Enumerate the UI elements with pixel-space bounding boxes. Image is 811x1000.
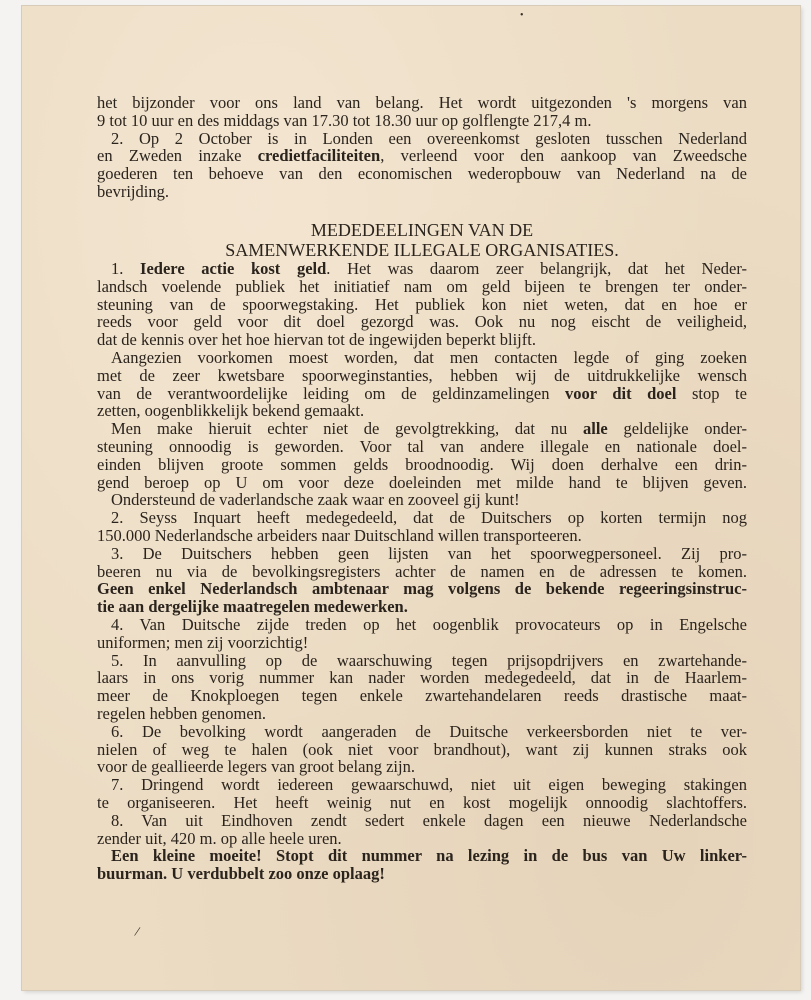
text-line: [97, 563, 747, 581]
text-run: , verleend voor den aankoop van Zweedsche: [380, 146, 747, 166]
text-run: reeds voor geld voor dit doel gezorgd was. Ook nu nog eischt de veiligheid,: [97, 312, 747, 332]
text-line: [97, 847, 747, 865]
text-line: [97, 509, 747, 527]
text-run: regelen hebben genomen.: [97, 703, 267, 723]
text-run: zetten, oogenblikkelijk bekend gemaakt.: [97, 401, 365, 421]
text-run: nielen of weg te halen (ook niet voor brandhout), want zij kunnen straks ook: [97, 739, 747, 759]
text-line: [97, 385, 747, 403]
text-run: 150.000 Nederlandsche arbeiders naar Duitschland willen transporteeren.: [97, 525, 582, 545]
text-run: 8. Van uit Eindhoven zendt sedert enkele dagen een nieuwe Nederlandsche: [111, 810, 747, 830]
text-line: [97, 634, 747, 652]
bold-text: credietfaciliteiten: [257, 146, 381, 166]
text-line: [97, 491, 747, 509]
text-line: [97, 438, 747, 456]
text-line: [97, 580, 747, 598]
text-run: landsch voelende publiek het initiatief nam om geld bijeen te brengen ter onder-: [97, 276, 747, 296]
speck: •: [520, 10, 524, 21]
text-run: en Zweden inzake: [97, 146, 258, 166]
text-line: [97, 402, 747, 420]
text-run: steuning onnoodig is geworden. Voor tal van andere illegale en nationale doel-: [97, 436, 747, 456]
text-line: [97, 331, 747, 349]
announcements-body: [97, 260, 747, 883]
text-run: te organiseeren. Het heeft weinig nut en kost mogelijk onnoodig slachtoffers.: [97, 792, 747, 812]
text-run: voor de geallieerde legers van groot belang zijn.: [97, 757, 415, 777]
text-run: uniformen; men zij voorzichtig!: [97, 632, 309, 652]
text-run: bevrijding.: [97, 181, 169, 201]
text-line: [97, 367, 747, 385]
text-run: 9 tot 10 uur en des middags van 17.30 tot 18.30 uur op golflengte 217,4 m.: [97, 110, 592, 130]
text-line: [97, 474, 747, 492]
intro-paragraph: [97, 94, 747, 201]
text-run: 7. Dringend wordt iedereen gewaarschuwd, niet uit eigen beweging stakingen: [111, 775, 747, 795]
text-line: [97, 794, 747, 812]
text-line: [97, 758, 747, 776]
text-line: [97, 130, 747, 148]
bold-text: voor dit doel: [565, 383, 677, 403]
text-line: [97, 705, 747, 723]
text-line: [97, 616, 747, 634]
text-run: dat de kennis over het hoe hiervan tot de ingewijden beperkt blijft.: [97, 330, 536, 350]
bold-text: buurman. U verdubbelt zoo onze oplaag!: [97, 864, 385, 884]
text-run: Ondersteund de vaderlandsche zaak waar en zooveel gij kunt!: [111, 490, 520, 510]
text-line: [97, 527, 747, 545]
text-run: Aangezien voorkomen moest worden, dat men contacten legde of ging zoeken: [111, 347, 747, 367]
text-line: [97, 296, 747, 314]
text-run: . Het was daarom zeer belangrijk, dat het Neder-: [326, 259, 747, 278]
text-run: stop te: [676, 383, 747, 403]
text-run: 1.: [111, 259, 141, 278]
text-run: 6. De bevolking wordt aangeraden de Duitsche verkeersborden niet te ver-: [111, 721, 747, 741]
bold-text: Een kleine moeite! Stopt dit nummer na lezing in de bus van Uw linker-: [111, 846, 747, 866]
text-run: laars in ons vorig nummer kan nader worden medegedeeld, dat in de Haarlem-: [97, 668, 747, 688]
text-line: [97, 260, 747, 278]
bold-text: Geen enkel Nederlandsch ambtenaar mag volgens de bekende regeeringsinstruc-: [97, 579, 747, 599]
text-line: [97, 669, 747, 687]
text-line: [97, 112, 747, 130]
text-line: [97, 830, 747, 848]
text-run: 3. De Duitschers hebben geen lijsten van het spoorwegpersoneel. Zij pro-: [111, 543, 747, 563]
bold-text: Iedere actie kost geld: [140, 259, 327, 278]
text-line: [97, 313, 747, 331]
bold-text: alle: [582, 419, 608, 439]
text-run: geldelijke onder-: [607, 419, 747, 439]
text-line: [97, 652, 747, 670]
text-run: einden blijven groote sommen gelds broodnoodig. Wij doen derhalve een drin-: [97, 454, 747, 474]
text-line: [97, 776, 747, 794]
text-line: [97, 865, 747, 883]
text-line: [97, 545, 747, 563]
text-run: gend beroep op U om voor deze doeleinden met milde hand te blijven geven.: [97, 472, 747, 492]
text-run: van de verantwoordelijke leiding om de geldinzamelingen: [97, 383, 566, 403]
heading-line-2: SAMENWERKENDE ILLEGALE ORGANISATIES.: [225, 240, 619, 260]
text-line: [97, 812, 747, 830]
text-line: [97, 598, 747, 616]
text-run: 4. Van Duitsche zijde treden op het oogenblik provocateurs op in Engelsche: [111, 614, 747, 634]
text-run: 2. Op 2 October is in Londen een overeenkomst gesloten tusschen Nederland: [111, 128, 747, 148]
text-line: [97, 456, 747, 474]
text-run: het bijzonder voor ons land van belang. Het wordt uitgezonden 's morgens van: [97, 93, 747, 112]
text-line: [97, 94, 747, 112]
text-line: [97, 741, 747, 759]
pencil-mark: /: [133, 924, 141, 941]
heading-line-1: MEDEDEELINGEN VAN DE: [310, 220, 534, 240]
text-line: [97, 147, 747, 165]
text-run: goederen ten behoeve van den economischen wederopbouw van Nederland na de: [97, 164, 747, 184]
bold-text: tie aan dergelijke maatregelen medewerken.: [97, 597, 408, 617]
text-line: [97, 183, 747, 201]
text-line: [97, 165, 747, 183]
text-line: [97, 723, 747, 741]
text-run: Men make hieruit echter niet de gevolgtrekking, dat nu: [111, 419, 583, 439]
section-heading: [97, 221, 747, 260]
text-run: met de zeer kwetsbare spoorweginstanties, hebben wij de uitdrukkelijke wensch: [97, 365, 747, 385]
text-line: [97, 349, 747, 367]
text-run: 5. In aanvulling op de waarschuwing tegen prijsopdrijvers en zwartehande-: [111, 650, 747, 670]
text-run: meer de Knokploegen tegen enkele zwartehandelaren reeds drastische maat-: [97, 686, 747, 706]
text-line: [97, 278, 747, 296]
text-line: [97, 687, 747, 705]
text-line: [97, 420, 747, 438]
text-run: zender uit, 420 m. op alle heele uren.: [97, 828, 342, 848]
text-run: 2. Seyss Inquart heeft medegedeeld, dat de Duitschers op korten termijn nog: [111, 508, 747, 528]
text-run: steuning van de spoorwegstaking. Het publiek kon niet weten, dat en hoe er: [97, 294, 747, 314]
text-run: beeren nu via de bevolkingsregisters achter de namen en de adressen te komen.: [97, 561, 747, 581]
